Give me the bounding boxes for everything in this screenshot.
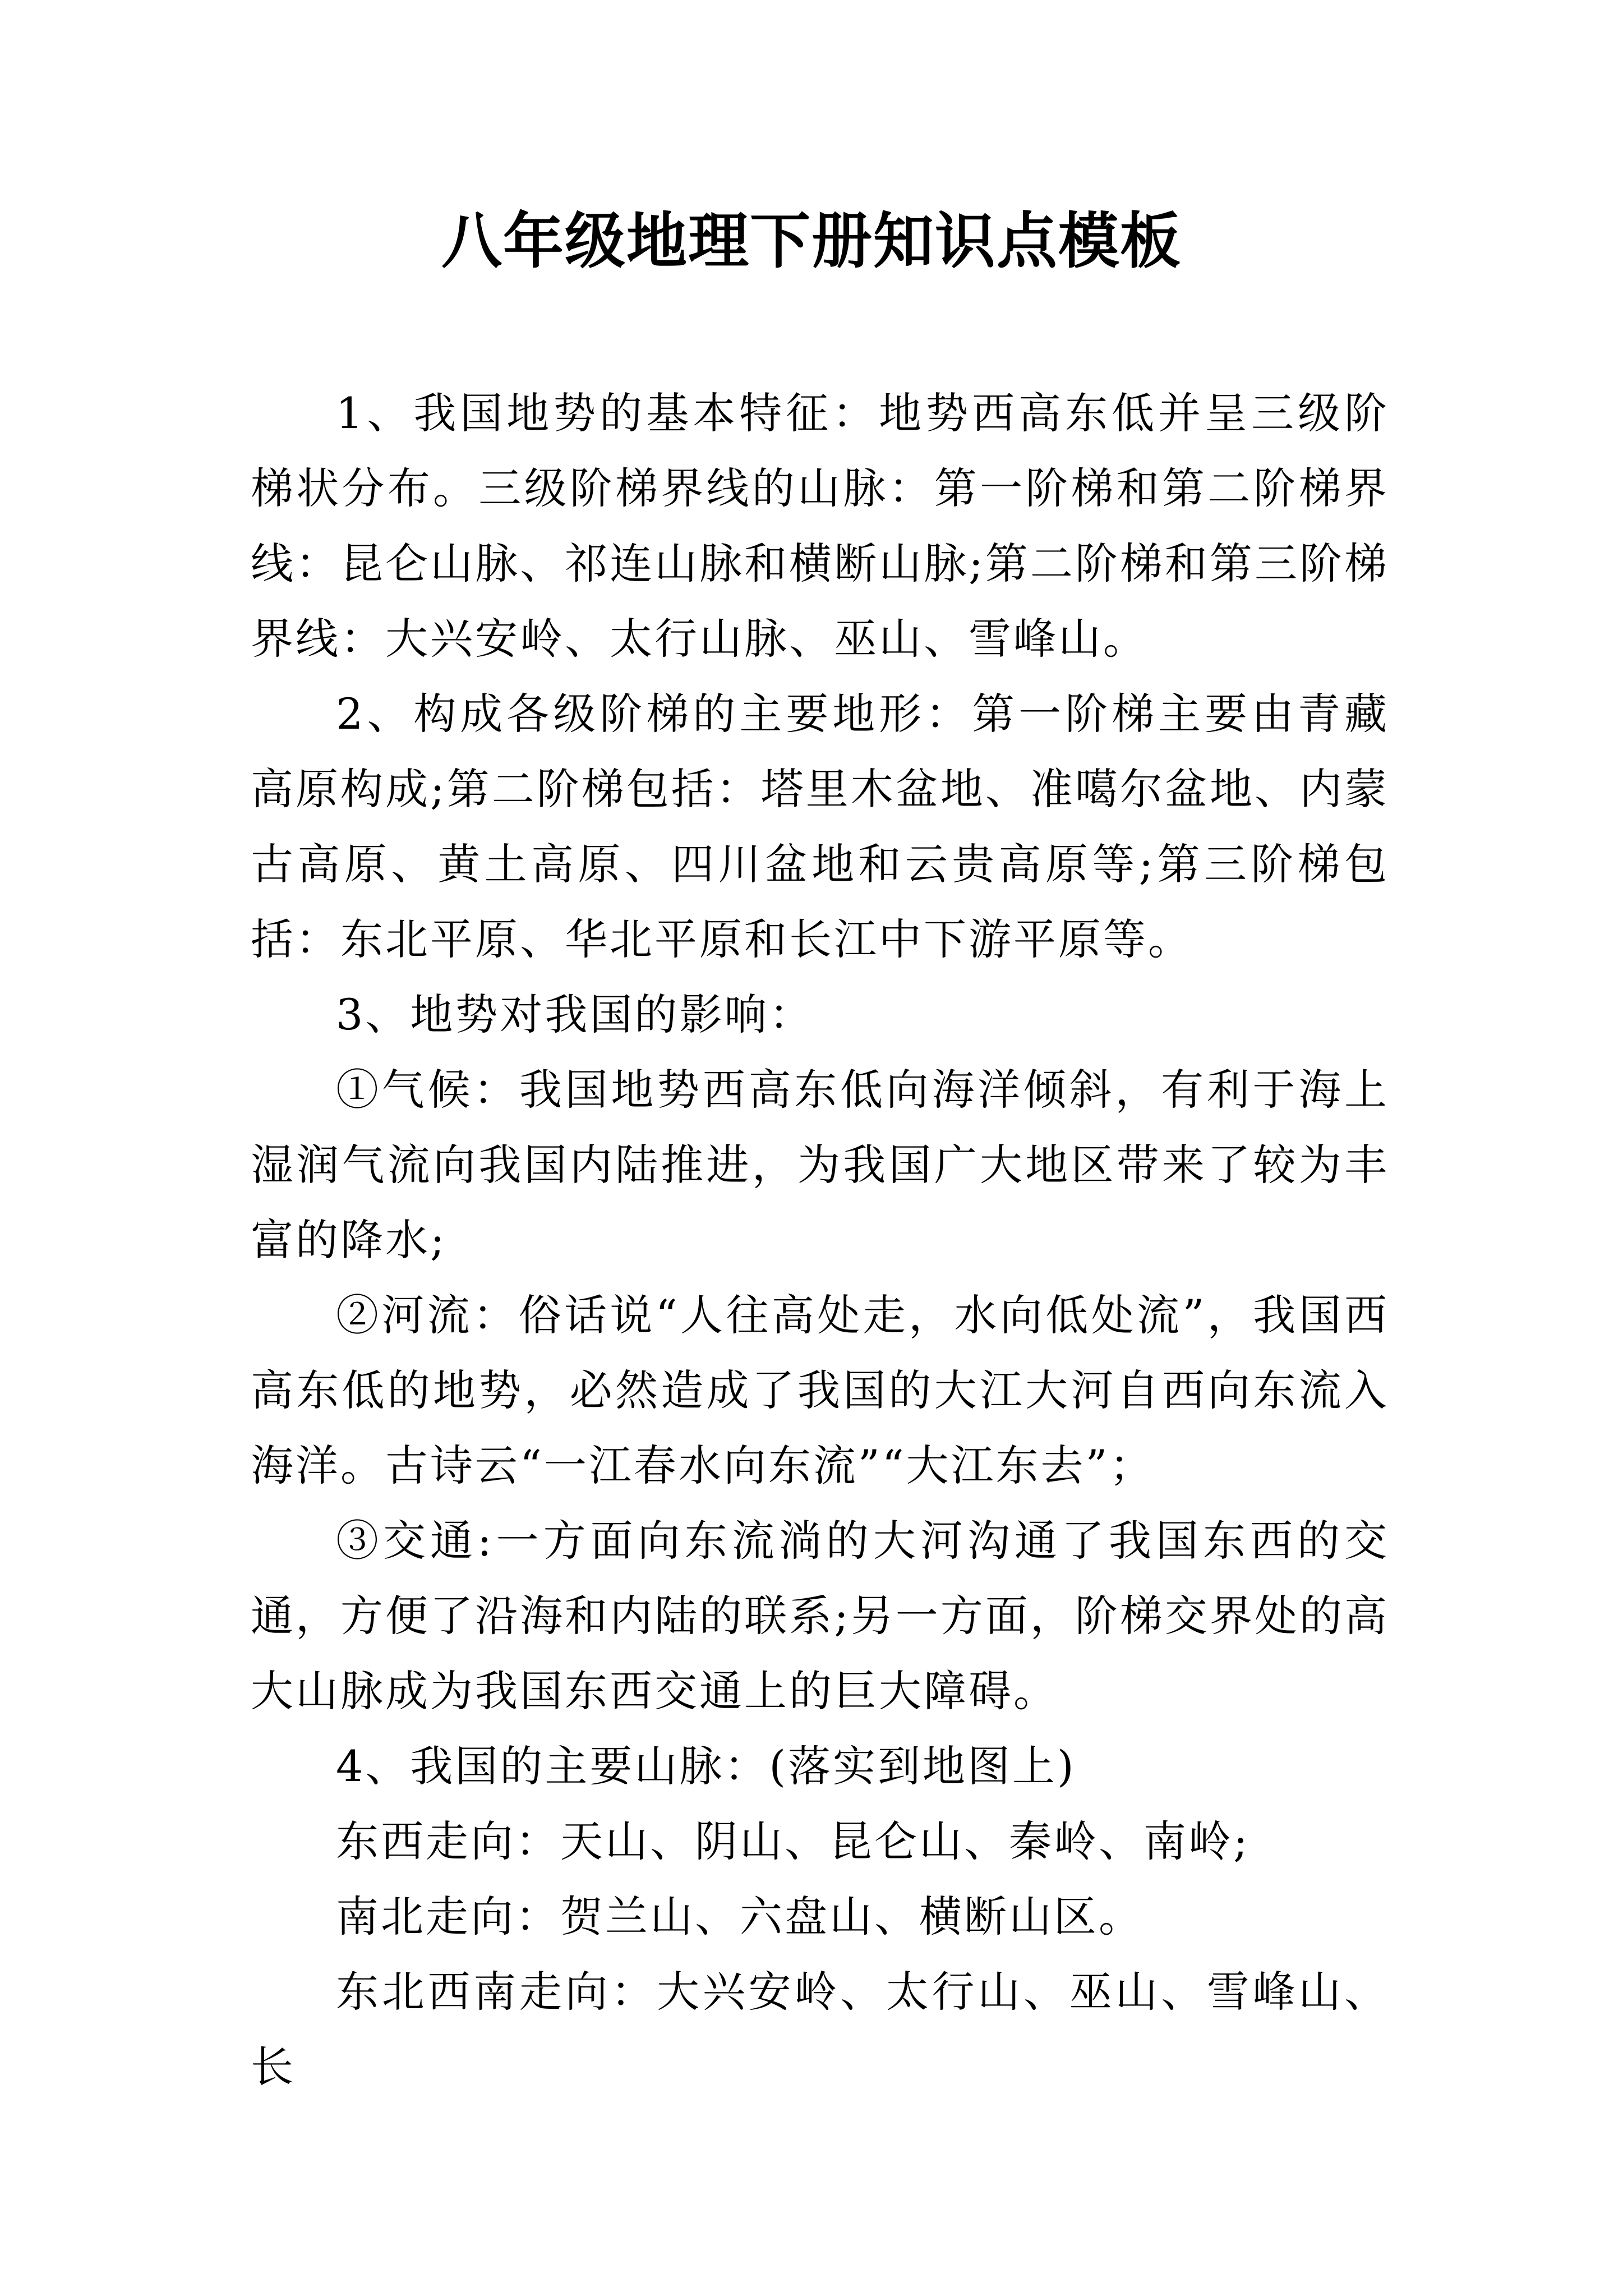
- paragraph-mountains: 4、我国的主要山脉：(落实到地图上): [336, 1741, 1076, 1791]
- paragraph-terrain-steps: 2、构成各级阶梯的主要地形：第一阶梯主要由青藏高原构成;第二阶梯包括：塔里木盆地、准噶尔盆地、内蒙古高原、黄土高原、四川盆地和云贵高原等;第三阶梯包括：东北平原、华北平原和长江中下游平原等。: [251, 689, 1389, 964]
- paragraph-transport: ③交通:一方面向东流淌的大河沟通了我国东西的交通，方便了沿海和内陆的联系;另一方面，阶梯交界处的高大山脉成为我国东西交通上的巨大障碍。: [251, 1516, 1389, 1716]
- paragraph-terrain-features: 1、我国地势的基本特征：地势西高东低并呈三级阶梯状分布。三级阶梯界线的山脉：第一阶梯和第二阶梯界线：昆仑山脉、祁连山脉和横断山脉;第二阶梯和第三阶梯界线：大兴安岭、太行山脉、巫山、雪峰山。: [251, 388, 1389, 664]
- paragraph-climate: ①气候：我国地势西高东低向海洋倾斜，有利于海上湿润气流向我国内陆推进，为我国广大地区带来了较为丰富的降水;: [251, 1065, 1389, 1265]
- document-title: 八年级地理下册知识点模板: [441, 206, 1182, 277]
- paragraph-northeast-southwest-ranges: 东北西南走向：大兴安岭、太行山、巫山、雪峰山、长: [251, 1967, 1389, 2092]
- paragraph-east-west-ranges: 东西走向：天山、阴山、昆仑山、秦岭、南岭;: [336, 1816, 1250, 1866]
- paragraph-rivers: ②河流：俗话说“人往高处走，水向低处流”，我国西高东低的地势，必然造成了我国的大江大河自西向东流入海洋。古诗云“一江春水向东流”“大江东去”；: [251, 1290, 1389, 1490]
- document-body: [251, 376, 1389, 2105]
- paragraph-terrain-impact: 3、地势对我国的影响：: [336, 990, 814, 1039]
- paragraph-north-south-ranges: 南北走向：贺兰山、六盘山、横断山区。: [336, 1892, 1144, 1941]
